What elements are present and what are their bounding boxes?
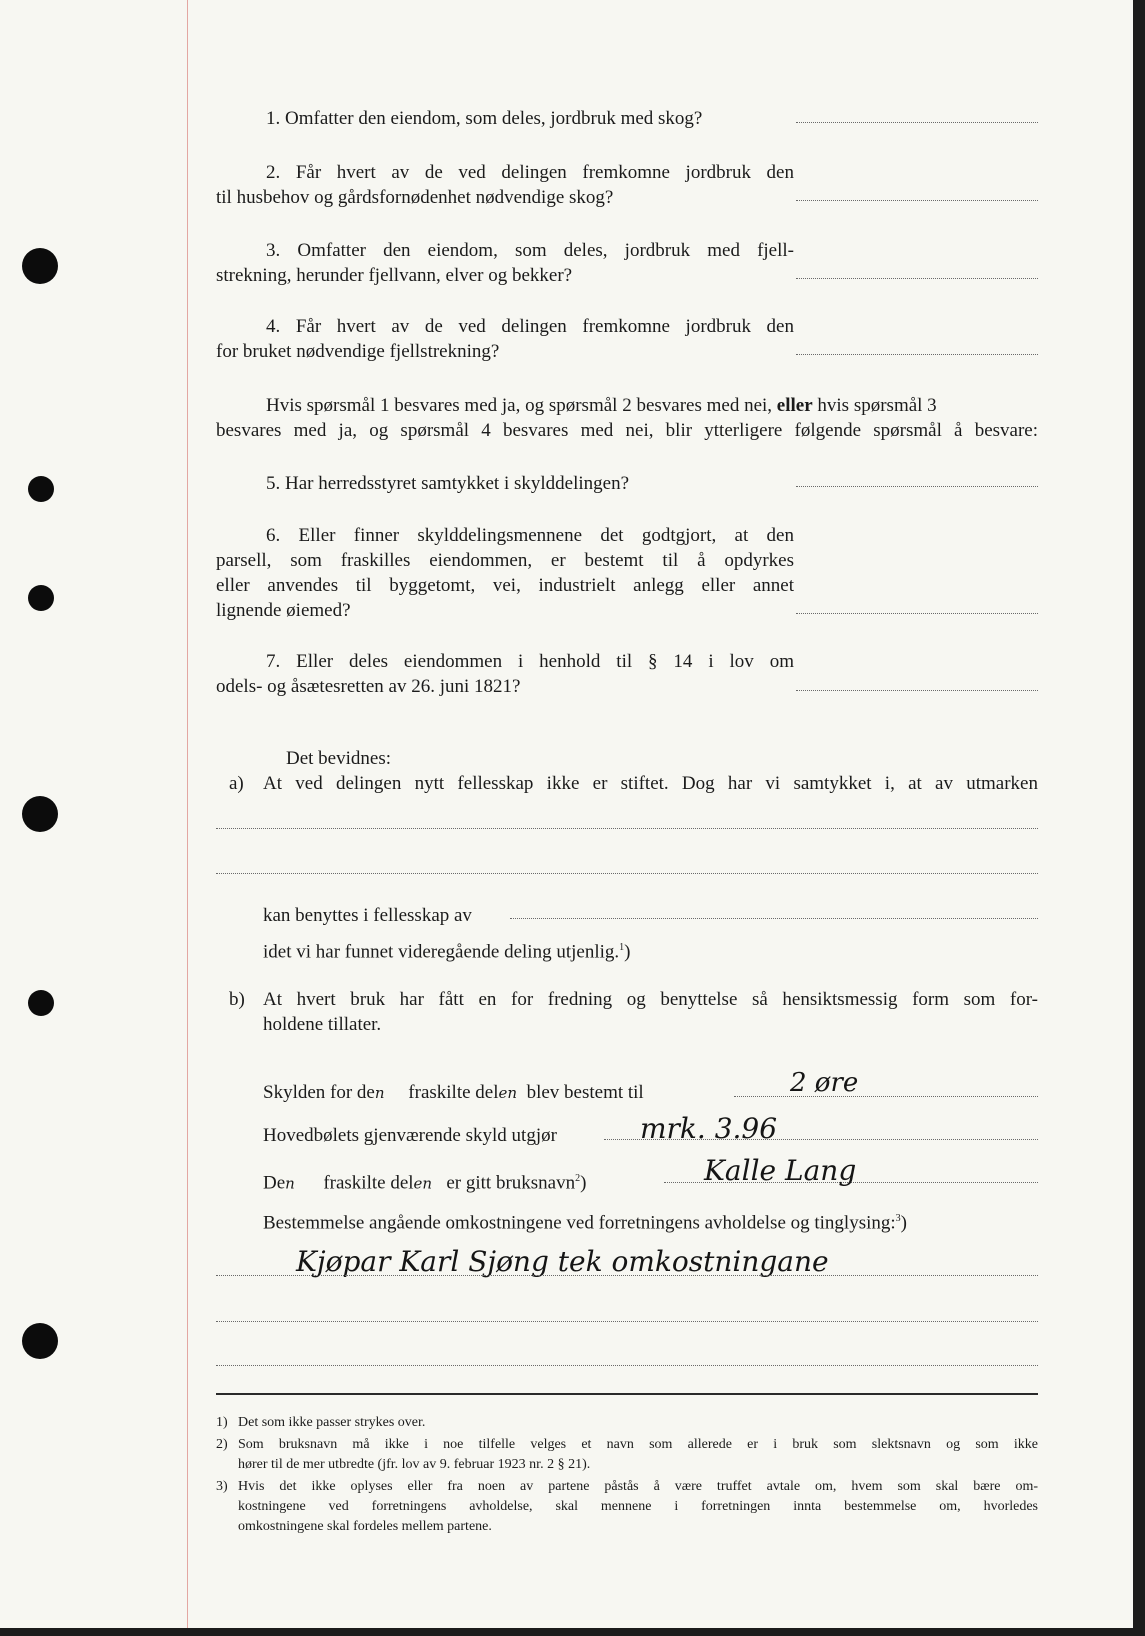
question-1: 1. Omfatter den eiendom, som deles, jordbruk med skog? xyxy=(266,108,703,129)
binder-hole xyxy=(22,1323,58,1359)
certify-a-text: At ved delingen nytt fellesskap ikke er stiftet. Dog har vi samtykket i, at av utmarken xyxy=(263,773,1038,794)
shared-by-line xyxy=(510,918,1038,919)
cost-line-2 xyxy=(216,1321,1038,1322)
certify-heading: Det bevidnes: xyxy=(286,748,392,769)
bruk-mid: fraskilte del xyxy=(323,1172,414,1194)
question-2-line-2: til husbehov og gårdsfornødenhet nødvendige skog? xyxy=(216,187,614,208)
hoved-label: Hovedbølets gjenværende skyld utgjør xyxy=(263,1125,557,1146)
answer-line-4 xyxy=(796,354,1038,355)
skyld-mid: fraskilte del xyxy=(408,1082,499,1103)
footnote-2-marker: 2) xyxy=(216,1437,228,1452)
answer-line-1 xyxy=(796,122,1038,123)
answer-line-7 xyxy=(796,690,1038,691)
utmark-line-2 xyxy=(216,873,1038,874)
cost-label xyxy=(263,1206,907,1235)
cost-line-3 xyxy=(216,1365,1038,1366)
binder-hole xyxy=(22,796,58,832)
certify-b-label: b) xyxy=(229,989,245,1010)
footnote-2-line-1: Som bruksnavn må ikke i noe tilfelle velges et navn som allerede er i bruk som slektsnavn og som ikke xyxy=(238,1437,1038,1452)
footnote-3-marker: 3) xyxy=(216,1479,228,1494)
footnote-3-line-3: omkostningene skal fordeles mellem partene. xyxy=(238,1519,492,1534)
question-2-line-1: 2. Får hvert av de ved delingen fremkomne jordbruk den xyxy=(266,162,794,183)
condition-line-2: besvares med ja, og spørsmål 4 besvares med nei, blir ytterligere følgende spørsmål å besvare: xyxy=(216,420,1038,441)
skyld-handwritten-1: n xyxy=(374,1084,385,1102)
binder-hole xyxy=(28,476,54,502)
certify-a-reason xyxy=(263,935,630,964)
footnote-ref-3: 3 xyxy=(895,1213,901,1224)
condition-text-a: Hvis spørsmål 1 besvares med ja, og spørsmål 2 besvares med nei, xyxy=(266,395,773,416)
footnote-ref-2: 2 xyxy=(575,1173,581,1184)
skyld-line xyxy=(734,1096,1038,1097)
answer-line-2 xyxy=(796,200,1038,201)
bruk-pre: De xyxy=(263,1172,286,1194)
bruk-close-paren: ) xyxy=(580,1172,587,1194)
question-6-line-4: lignende øiemed? xyxy=(216,600,351,621)
close-paren: ) xyxy=(624,941,631,963)
question-3-line-1: 3. Omfatter den eiendom, som deles, jordbruk med fjell- xyxy=(266,240,794,261)
binder-hole xyxy=(22,248,58,284)
footnote-1: Det som ikke passer strykes over. xyxy=(238,1415,426,1430)
bruk-post: er gitt bruksnavn xyxy=(446,1172,576,1194)
margin-line xyxy=(187,0,188,1636)
footnote-ref-1: 1 xyxy=(619,942,625,953)
scan-edge-bottom xyxy=(0,1628,1145,1636)
answer-line-6 xyxy=(796,613,1038,614)
binder-hole xyxy=(28,990,54,1016)
footnote-3-line-2: kostningene ved forretningens avholdelse, skal mennene i forretningen innta bestemmelse om, hvorledes xyxy=(238,1499,1038,1514)
question-6-line-1: 6. Eller finner skylddelingsmennene det godtgjort, at den xyxy=(266,525,794,546)
utmark-line-1 xyxy=(216,828,1038,829)
question-7-line-2: odels- og åsætesretten av 26. juni 1821? xyxy=(216,676,521,697)
answer-line-5 xyxy=(796,486,1038,487)
skyld-handwritten-2: en xyxy=(498,1084,518,1102)
cost-line-1 xyxy=(216,1275,1038,1276)
question-3-line-2: strekning, herunder fjellvann, elver og bekker? xyxy=(216,265,573,286)
bruk-value: Kalle Lang xyxy=(704,1154,857,1187)
question-5: 5. Har herredsstyret samtykket i skylddelingen? xyxy=(266,473,630,494)
footnote-1-marker: 1) xyxy=(216,1415,228,1430)
skyld-label xyxy=(263,1080,644,1106)
skyld-post: blev bestemt til xyxy=(526,1082,644,1103)
bruk-handwritten-1: n xyxy=(285,1174,295,1193)
condition-text-b: hvis spørsmål 3 xyxy=(817,395,937,416)
cost-label-text: Bestemmelse angående omkostningene ved forretningens avholdelse og tinglysing: xyxy=(263,1212,896,1234)
footnote-2-line-2: hører til de mer utbredte (jfr. lov av 9. februar 1923 nr. 2 § 21). xyxy=(238,1457,591,1472)
answer-line-3 xyxy=(796,278,1038,279)
hoved-value: mrk. 3.96 xyxy=(640,1112,778,1145)
skyld-pre: Skylden for de xyxy=(263,1082,375,1103)
skyld-value: 2 øre xyxy=(790,1068,859,1098)
scan-edge-right xyxy=(1133,0,1145,1636)
question-6-line-2: parsell, som fraskilles eiendommen, er bestemt til å opdyrkes xyxy=(216,550,794,571)
binder-hole xyxy=(28,585,54,611)
condition-emphasis: eller xyxy=(776,395,813,416)
condition-line-1 xyxy=(266,393,937,418)
certify-b-line-2: holdene tillater. xyxy=(263,1014,382,1035)
certify-a-shared: kan benyttes i fellesskap av xyxy=(263,905,472,926)
footnote-3-line-1: Hvis det ikke oplyses eller fra noen av partene påstås å være truffet avtale om, hvem som skal bære om- xyxy=(238,1479,1038,1494)
certify-a-label: a) xyxy=(229,773,244,794)
bruk-label xyxy=(263,1166,586,1196)
footnote-separator xyxy=(216,1393,1038,1395)
cost-close-paren: ) xyxy=(900,1212,907,1234)
certify-a-reason-text: idet vi har funnet videregående deling utjenlig. xyxy=(263,941,620,963)
question-6-line-3: eller anvendes til byggetomt, vei, industrielt anlegg eller annet xyxy=(216,575,794,596)
question-4-line-1: 4. Får hvert av de ved delingen fremkomne jordbruk den xyxy=(266,316,794,337)
question-4-line-2: for bruket nødvendige fjellstrekning? xyxy=(216,341,500,362)
question-7-line-1: 7. Eller deles eiendommen i henhold til § 14 i lov om xyxy=(266,651,794,672)
certify-b-line-1: At hvert bruk har fått en for fredning og benyttelse så hensiktsmessig form som for- xyxy=(263,989,1038,1010)
cost-value: Kjøpar Karl Sjøng tek omkostningane xyxy=(296,1245,829,1278)
bruk-handwritten-2: en xyxy=(413,1174,433,1193)
